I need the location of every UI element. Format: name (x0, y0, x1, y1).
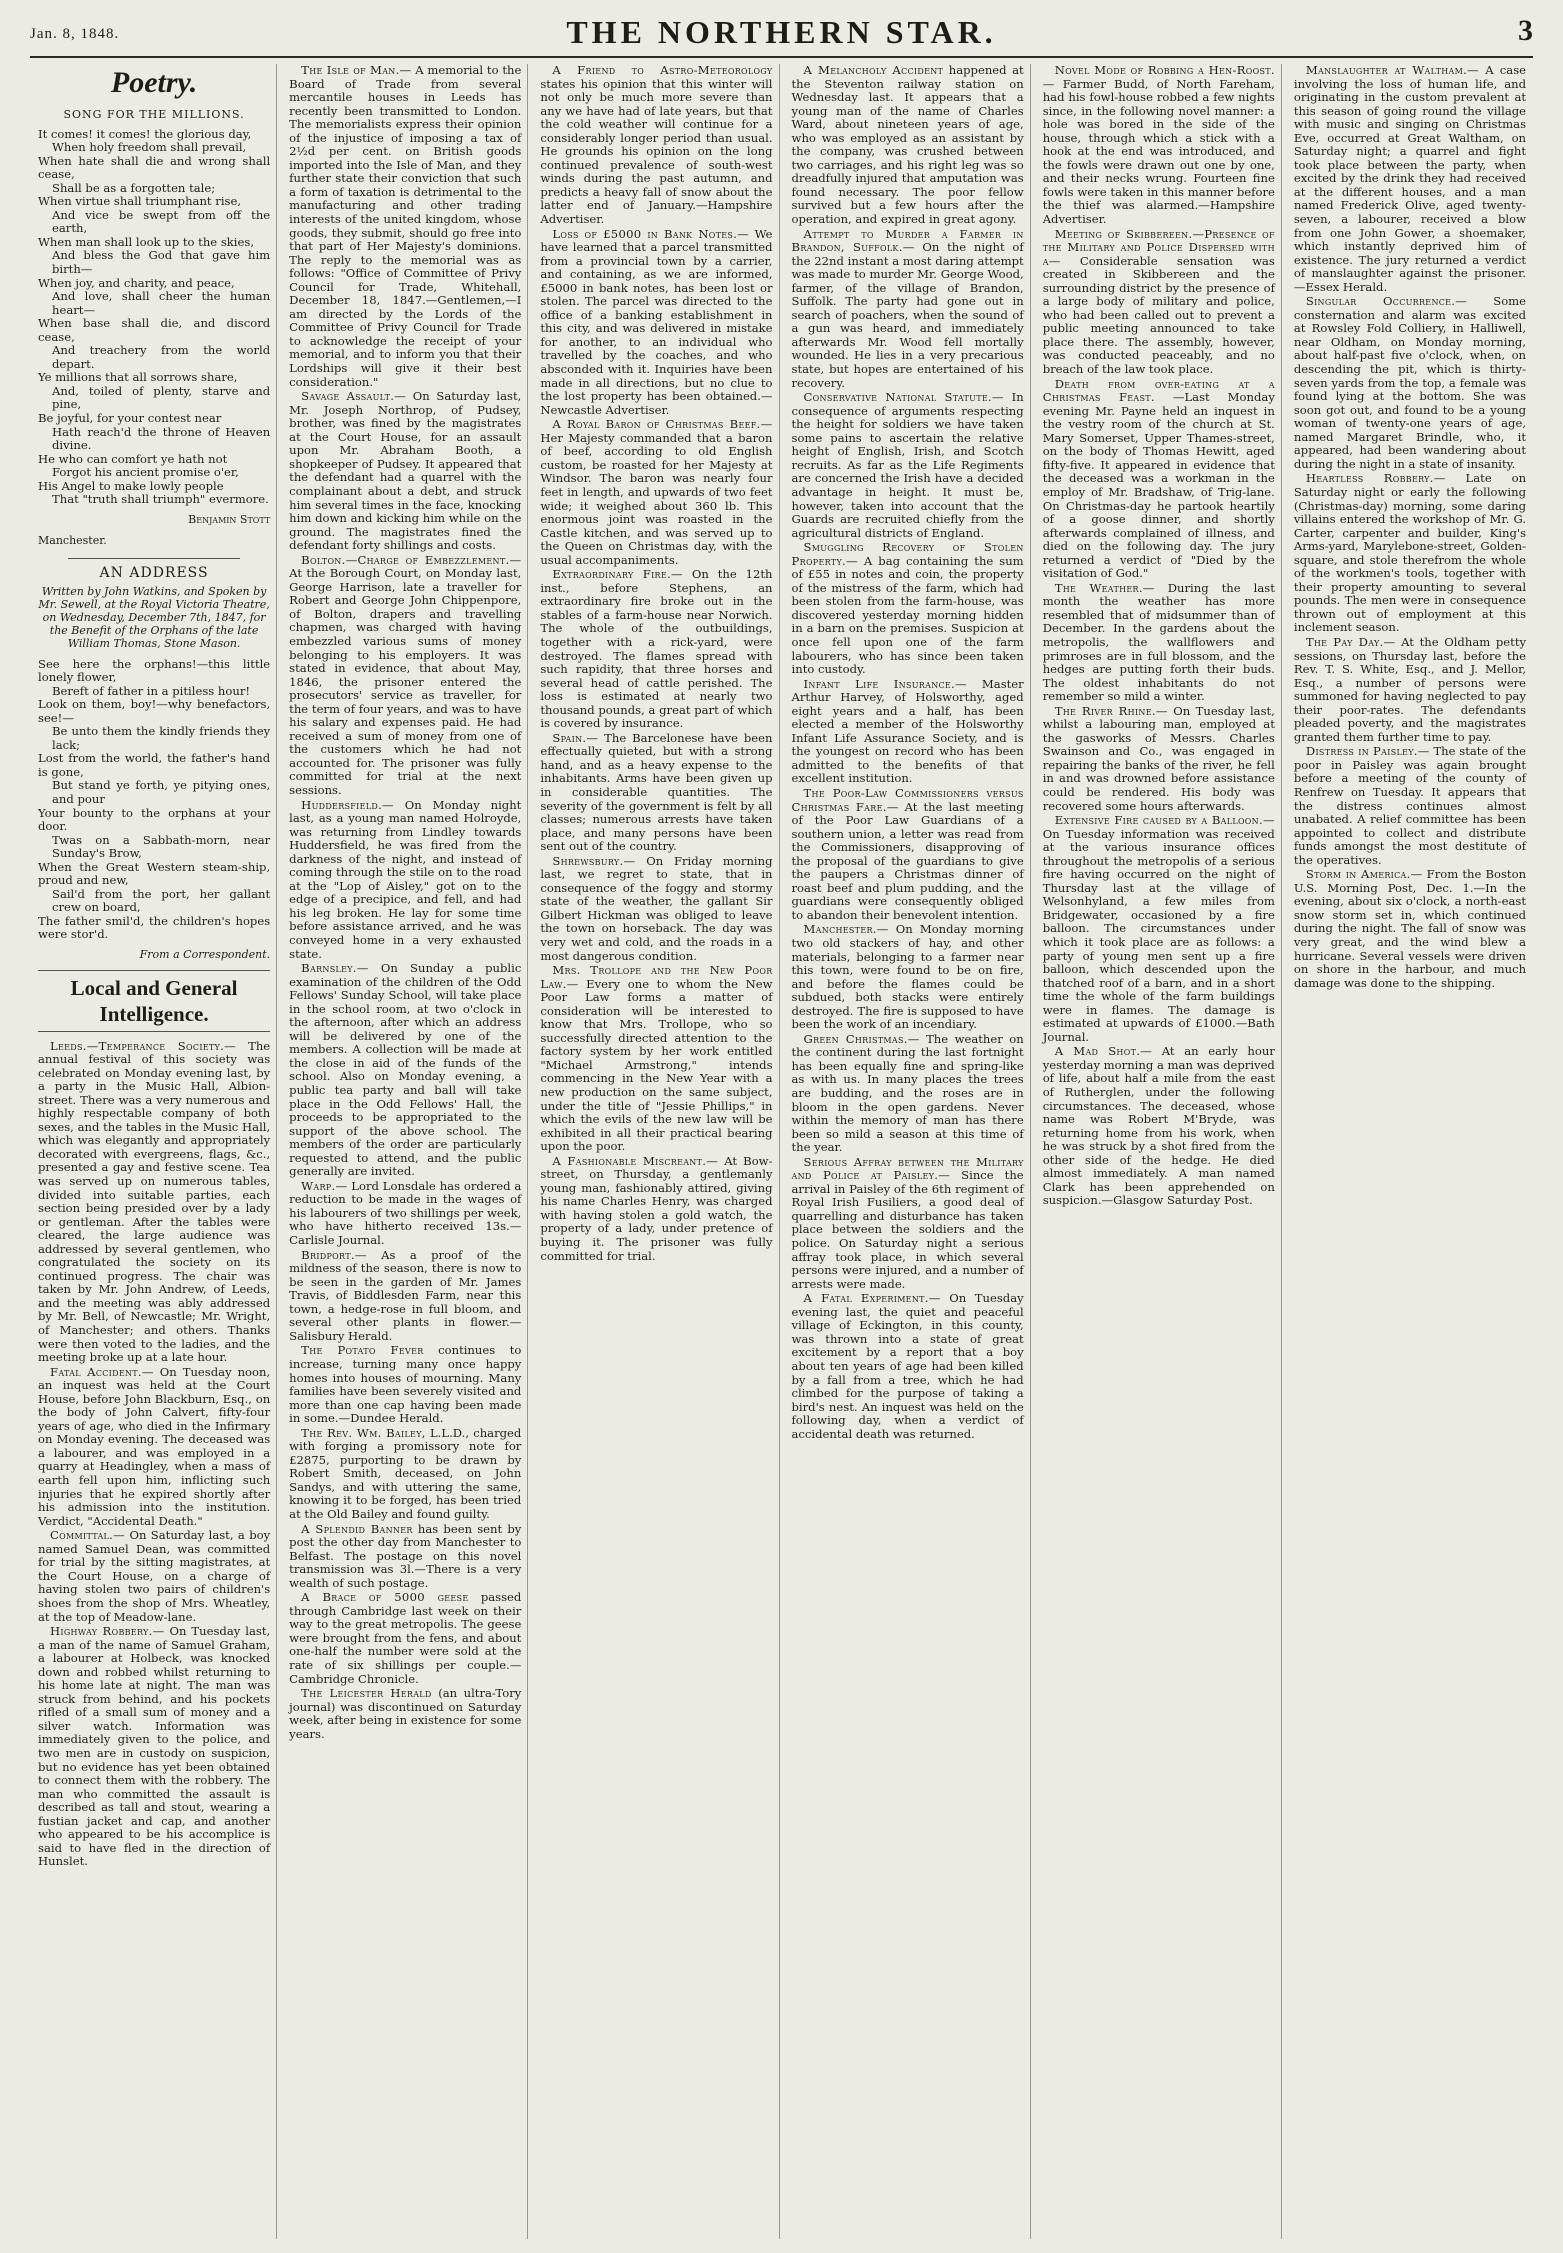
verse-line: The father smil'd, the children's hopes were stor'd. (38, 913, 271, 942)
article-body: Every one to whom the New Poor Law forms a matter of consideration will be interested to know that Mrs. Trollope, who so successfully directed attention to the factory system by her work entitled "Michael Armstrong," intends commencing in the New Year with a new production on the same subject, under the title of "Jessie Phillips," in which the evils of the new law will be exhibited in all their practical bearing upon the poor. (540, 976, 773, 1154)
article-lead: Death from over-eating at a Christmas Feast. (1042, 376, 1275, 405)
article-body: On the 12th inst., before Stephens, an extraordinary fire broke out in the stables of a farm-house near Norwich. The whole of the outbuildings, together with a rick-yard, were destroyed. The flames spread with such rapidity, that three horses and several head of cattle perished. The loss is estimated at nearly two thousand pounds, a great part of which is covered by insurance. (540, 567, 773, 731)
article-body: Since the arrival in Paisley of the 6th regiment of Royal Irish Fusiliers, a good deal of quarrelling and disturbance has taken place between the soldiers and the police. On Saturday night a serious affray took place, in which several persons were injured, and a number of arrests were made. (791, 1168, 1024, 1291)
masthead (30, 10, 1533, 58)
article-lead: Smuggling Recovery of Stolen Property.— (791, 540, 1024, 568)
article-paragraph (1294, 636, 1526, 744)
verse-line: When virtue shall triumphant rise, (38, 194, 242, 209)
article-body: Considerable sensation was created in Skibbereen and the surrounding district by the presence of a large body of military and police, who had been called out to prevent a public meeting announced to take place there. The assembly, however, was conducted peaceably, and no breach of the law took place. (1042, 253, 1275, 377)
article-lead: The Weather.— (1054, 580, 1155, 595)
article-lead: Meeting of Skibbereen.—Presence of the Military and Police Dispersed with a— (1042, 226, 1275, 268)
article-paragraph (792, 64, 1024, 227)
article-lead: Huddersfield.— (301, 797, 394, 812)
article-lead: A Friend to Astro-Meteorology (552, 64, 773, 77)
article-body: Master Arthur Harvey, of Holsworthy, aged eight years and a half, has been elected a member of the Holsworthy Infant Life Assurance Society, and is the youngest on record who has been admitted to the benefits of that excellent institution. (791, 676, 1024, 786)
article-paragraph (540, 568, 772, 731)
article-lead: Mrs. Trollope and the New Poor Law.— (540, 963, 773, 991)
article-lead: Heartless Robbery.— (1305, 471, 1446, 486)
article-body: passed through Cambridge last week on their way to the great metropolis. The geese were brought from the fens, and about one-half the number were sold at the rate of six shillings per couple.—Cambridge Chronicle. (289, 1590, 522, 1686)
article-paragraph (540, 732, 772, 854)
verse-line: When holy freedom shall prevail, (52, 140, 247, 155)
verse-line: Be joyful, for your contest near (38, 411, 222, 426)
verse-line: Forgot his ancient promise o'er, (52, 465, 239, 480)
article-lead: The Poor-Law Commissioners versus Christmas Fare.— (791, 785, 1024, 814)
article-body: —Last Monday evening Mr. Payne held an inquest in the vestry room of the church at St. Mary Somerset, Upper Thames-street, on the body of Thomas Hewitt, aged fifty-five. It appeared in evidence that the deceased was a workman in the employ of Mr. Bradshaw, of Trig-lane. On Christmas-day he partook heartily of a goose dinner, and shortly afterwards complained of illness, and died on the following day. The jury returned a verdict of "Died by the visitation of God." (1042, 390, 1275, 581)
verse-line: Lost from the world, the father's hand is gone, (38, 751, 271, 779)
article-body: The weather on the continent during the last fortnight has been equally fine and spring-like as with us. In many places the trees are budding, and the roses are in bloom in the open gardens. Never within the memory of man has there been so mild a season at this time of the year. (791, 1031, 1024, 1155)
article-paragraph (289, 390, 521, 553)
article-lead: Bridport.— (301, 1247, 367, 1262)
issue-date: Jan. 8, 1848. (30, 26, 120, 42)
article-body: states his opinion that this winter will not only be much more severe than any we have had of late years, but that the cold weather will continue for a considerably longer period than usual. He grounds his opinion on the long continued prevalence of south-west winds during the past autumn, and predicts a heavy fall of snow about the latter end of January.—Hampshire Advertiser. (540, 76, 773, 227)
article-lead: Extraordinary Fire.— (552, 567, 683, 582)
article-paragraph (289, 1249, 521, 1344)
article-body: On Saturday last, Mr. Joseph Northrop, of Pudsey, brother, was fined by the magistrates at the Court House, for an assault upon Mr. Abraham Booth, a shopkeeper of Pudsey. It appeared that the defendant had a quarrel with the complainant about a debt, and struck him several times in the face, knocking him down and kicking him while on the ground. The magistrates fined the defendant forty shillings and costs. (289, 389, 522, 553)
article-body: At the last meeting of the Poor Law Guardians of a southern union, a letter was read from the Commissioners, disapproving of the proposal of the guardians to give the paupers a Christmas dinner of roast beef and plum pudding, and the guardians were consequently obliged to abandon their benevolent intention. (791, 799, 1024, 922)
column-6 (1288, 64, 1532, 2239)
verse-line: His Angel to make lowly people (38, 478, 224, 493)
verse-line: Hath reach'd the throne of Heaven divine. (52, 424, 271, 453)
article-lead: Manslaughter at Waltham.— (1305, 64, 1479, 77)
article-lead: A Brace of 5000 geese (301, 1590, 469, 1605)
address-credit: From a Correspondent. (139, 947, 271, 961)
article-paragraph (38, 1040, 270, 1365)
article-paragraph (792, 228, 1024, 391)
article-paragraph (540, 228, 772, 418)
article-body: Some consternation and alarm was excited at Rowsley Fold Colliery, in Halliwell, near Oldham, on Monday morning, about half-past five o'clock, when, on descending the pit, which is thirty-seven yards from the top, a female was found lying at the bottom. She was soon got out, and found to be a young woman of twenty-one years of age, named Margaret Brindle, who, it appeared, had been wandering about during the night in a state of insanity. (1293, 294, 1527, 471)
article-paragraph (289, 962, 521, 1179)
article-lead: A Royal Baron of Christmas Beef.— (552, 417, 773, 432)
article-body: On the night of the 22nd instant a most daring attempt was made to murder Mr. George Wood, farmer, of the village of Brandon, Suffolk. The party had gone out in search of poachers, when the sound of a gun was heard, and immediately afterwards Mr. Wood fell mortally wounded. He lies in a very precarious state, but hopes are entertained of his recovery. (791, 240, 1024, 390)
article-paragraph (1043, 64, 1275, 227)
article-lead: Leeds.—Temperance Society.— (50, 1038, 237, 1053)
article-body: Her Majesty commanded that a baron of beef, according to old English custom, be roasted for her Majesty at Windsor. The baron was nearly four feet in length, and upwards of two feet wide; it weighed about 360 lb. This enormous joint was roasted in the Castle kitchen, and was served up to the Queen on Christmas day, with the usual accompaniments. (540, 430, 773, 567)
article-paragraph (38, 1529, 270, 1624)
article-body: On Sunday a public examination of the children of the Odd Fellows' Sunday School, will take place in the school room, at two o'clock in the afternoon, after which an address will be delivered by one of the members. A collection will be made at the close in aid of the funds of the school. Also on Monday evening, a public tea party and ball will take place in the Odd Fellows' Hall, the proceeds to be appropriated to the support of the above school. The members of the order are particularly requested to attend, and the public generally are invited. (289, 961, 522, 1179)
article-paragraph (1294, 64, 1526, 294)
article-paragraph (1043, 582, 1275, 704)
local-intelligence-heading: Local and General Intelligence. (38, 970, 270, 1032)
article-body: At the Oldham petty sessions, on Thursday last, before the Rev. T. S. White, Esq., and J. Mellor, Esq., a number of persons were summoned for having neglected to pay their poor-rates. The defendants pleaded poverty, and the magistrates granted them further time to pay. (1293, 634, 1527, 744)
article-body: A bag containing the sum of £55 in notes and coin, the property of the mistress of the farm, which had been stolen from the farm-house, was discovered yesterday morning hidden in a barn on the premises. Suspicion at once fell upon one of the farm labourers, who has since been taken into custody. (791, 553, 1024, 677)
verse-line: Shall be as a forgotten tale; (52, 180, 216, 195)
article-body: On Tuesday last, whilst a labouring man, employed at the gasworks of Messrs. Charles Swainson and Co., was engaged in repairing the banks of the river, he fell in and was drowned before assistance could be rendered. His body was recovered some hours afterwards. (1042, 703, 1275, 813)
article-paragraph (289, 799, 521, 962)
verse-line: Look on them, boy!—why benefactors, see!— (38, 697, 271, 725)
newspaper-title: THE NORTHERN STAR. (566, 14, 997, 50)
article-lead: Singular Occurrence.— (1305, 294, 1468, 309)
article-paragraph (792, 923, 1024, 1031)
article-lead: Warp.— (301, 1178, 348, 1193)
article-lead: Attempt to Murder a Farmer in Brandon, Suffolk.— (791, 226, 1024, 255)
article-paragraph (792, 787, 1024, 922)
column-5-articles (1043, 64, 1275, 1208)
article-body: happened at the Steventon railway station on Wednesday last. It appears that a young man of the name of Charles Ward, about nineteen years of age, who was employed as an assistant by the company, was crushed between two carriages, and his right leg was so dreadfully injured that amputation was found necessary. The poor fellow survived but a few hours after the operation, and expired in great agony. (791, 64, 1024, 227)
column-4 (786, 64, 1031, 2239)
article-paragraph (540, 964, 772, 1154)
poem-title: SONG FOR THE MILLIONS. (63, 108, 245, 121)
article-lead: A Mad Shot.— (1054, 1044, 1153, 1059)
verse-line: Your bounty to the orphans at your door. (38, 805, 271, 834)
article-body: On Friday morning last, we regret to state, that in consequence of the foggy and stormy state of the weather, the gallant Sir Gilbert Hickman was obliged to leave the town on horseback. The day was very wet and cold, and the roads in a most dangerous condition. (540, 853, 773, 963)
article-lead: The River Rhine.— (1054, 703, 1168, 718)
article-paragraph (38, 1366, 270, 1529)
article-body: L.L.D., charged with forging a promissory note for £2875, purporting to be drawn by Robert Smith, deceased, on John Sandys, and with uttering the same, knowing it to be forged, has been tried at the Old Bailey and found guilty. (289, 1425, 522, 1521)
article-body: Late on Saturday night or early the following (Christmas-day) morning, some daring villains entered the workshop of Mr. G. Carter, carpenter and builder, King's Arms-yard, Marylebone-street, Golden-square, and stole therefrom the whole of the workmen's tools, together with their property amounting to several pounds. The men were in consequence thrown out of employment at this inclement season. (1293, 471, 1527, 635)
article-paragraph (792, 678, 1024, 786)
column-5 (1037, 64, 1282, 2239)
article-lead: A Melancholy Accident (803, 64, 944, 77)
column-6-articles (1294, 64, 1526, 990)
article-lead: A Splendid Banner (301, 1521, 413, 1536)
article-paragraph (792, 1292, 1024, 1441)
article-lead: The Isle of Man.— (301, 64, 412, 77)
article-paragraph (792, 1156, 1024, 1291)
article-paragraph (1294, 745, 1526, 867)
article-paragraph (289, 1591, 521, 1686)
verse-line: When the Great Western steam-ship, proud and new, (38, 859, 271, 888)
article-lead: Green Christmas.— (803, 1031, 920, 1046)
article-body: On Saturday last, a boy named Samuel Dean, was committed for trial by the sitting magistrates, at the Court House, on a charge of having stolen two pairs of children's shoes from the shop of Mrs. Wheatley, at the top of Meadow-lane. (38, 1528, 271, 1624)
verse-line: When joy, and charity, and peace, (38, 275, 235, 290)
article-body: Farmer Budd, of North Fareham, had his fowl-house robbed a few nights since, in the following novel manner: a hole was bored in the side of the house, through which a stick with a hook at the end was introduced, and the fowls were drawn out one by one, and their necks wrung. Fourteen fine fowls were taken in this manner before the thief was alarmed.—Hampshire Advertiser. (1042, 76, 1275, 227)
article-body: At the Borough Court, on Monday last, George Harrison, late a traveller for Robert and George John Chippenpore, of Bolton, drapers and travelling chapmen, was charged with having embezzled various sums of money belonging to his employers. It was stated in evidence, that about May, 1846, the prisoner entered the prosecutors' service as traveller, for the term of four years, and was to have his salary and expenses paid. He had received a sum of money from one of the customers which he had not accounted for. The prisoner was fully committed for trial at the next sessions. (289, 566, 522, 797)
poem-place: Manchester. (38, 534, 107, 548)
article-paragraph (540, 64, 772, 227)
article-paragraph (289, 1427, 521, 1522)
article-body: On Monday morning two old stackers of hay, and other materials, belonging to a farmer near this town, were found to be on fire, and before the flames could be subdued, both stacks were entirely destroyed. The fire is supposed to have been the work of an incendiary. (791, 922, 1024, 1032)
verse-line: But stand ye forth, ye pitying ones, and pour (52, 778, 271, 806)
article-body: has been sent by post the other day from Manchester to Belfast. The postage on this novel transmission was 3l.—There is a very wealth of such postage. (289, 1521, 522, 1590)
article-body: At an early hour yesterday morning a man was deprived of life, about half a mile from the east of Rutherglen, under the following circumstances. The deceased, whose name was Robert M'Bryde, was returning home from his work, when he was struck by a shot fired from the other side of the hedge. He died almost immediately. A man named Clark has been apprehended on suspicion.—Glasgow Saturday Post. (1042, 1044, 1275, 1208)
article-lead: The Leicester Herald (301, 1686, 432, 1701)
article-lead: Novel Mode of Robbing a Hen-Roost.— (1042, 64, 1275, 91)
verse-line: It comes! it comes! the glorious day, (38, 126, 252, 141)
article-lead: The Potato Fever (301, 1343, 424, 1358)
article-paragraph (540, 855, 772, 963)
article-paragraph (1294, 868, 1526, 990)
poem-verse (38, 128, 270, 507)
column-1-articles (38, 1040, 270, 1869)
verse-line: He who can comfort ye hath not (38, 451, 228, 466)
article-body: On Tuesday evening last, the quiet and peaceful village of Eckington, in this county, was thrown into a state of great excitement by a report that a boy about ten years of age had been killed by a fall from a tree, which he had climbed for the purpose of taking a bird's nest. An inquest was held on the following day, when a verdict of accidental death was returned. (791, 1291, 1024, 1441)
article-body: A memorial to the Board of Trade from several mercantile houses in Leeds has recently been transmitted to London. The memorialists express their opinion of the injustice of imposing a tax of 2½d per cent. on British goods imported into the Isle of Man, and they further state their conviction that such a form of taxation is detrimental to the manufacturing and other trading interests of the united kingdom, whose goods, they submit, should go free into that part of Her Majesty's dominions. The reply to the memorial was as follows: "Office of Committee of Privy Council for Trade, Whitehall, December 18, 1847.—Gentlemen,—I am directed by the Lords of the Committee of Privy Council for Trade to acknowledge the receipt of your memorial, and to inform you that their Lordships will give it their best consideration." (289, 64, 522, 389)
article-paragraph (1043, 228, 1275, 377)
article-paragraph (38, 1625, 270, 1869)
column-3 (534, 64, 779, 2239)
verse-line: Ye millions that all sorrows share, (38, 370, 238, 385)
verse-line: And vice be swept from off the earth, (52, 207, 271, 236)
article-lead: Conservative National Statute.— (803, 390, 1004, 405)
article-body: From the Boston U.S. Morning Post, Dec. 1.—In the evening, about six o'clock, a north-east snow storm set in, which continued during the night. The fall of snow was very great, and the wind blew a hurricane. Several vessels were driven on shore in the harbour, and much damage was done to the shipping. (1293, 867, 1527, 990)
column-2 (283, 64, 528, 2239)
verse-line: When man shall look up to the skies, (38, 234, 255, 249)
divider (68, 558, 240, 559)
article-paragraph (792, 1033, 1024, 1155)
verse-line: Be unto them the kindly friends they lack; (52, 724, 271, 752)
article-lead: The Rev. Wm. Bailey, (301, 1425, 426, 1440)
article-lead: A Fashionable Miscreant.— (552, 1153, 719, 1168)
article-paragraph (1043, 1045, 1275, 1208)
verse-line: And, toiled of plenty, starve and pine, (52, 383, 271, 412)
verse-line: That "truth shall triumph" evermore. (52, 492, 269, 507)
verse-line: And bless the God that gave him birth— (52, 248, 271, 277)
article-body: On Monday night last, as a young man named Holroyde, was returning from Lindley towards Huddersfield, he was fired from the darkness of the night, and instead of coming through the stile on to the road at the "Lop of Aisley," got on to the edge of a precipice, and fell, and had his leg broken. He lay for some time before assistance arrived, and he was conveyed home in a very exhausted state. (289, 797, 522, 961)
article-lead: The Pay Day.— (1305, 634, 1396, 649)
article-body: (an ultra-Tory journal) was discontinued on Saturday week, after being in existence for some years. (289, 1686, 522, 1741)
article-lead: Extensive Fire caused by a Balloon.— (1054, 813, 1275, 828)
article-body: As a proof of the mildness of the season, there is now to be seen in the garden of Mr. James Travis, of Biddlesden Farm, near this town, a hedge-rose in full bloom, and several other plants in flower.—Salisbury Herald. (289, 1247, 522, 1343)
poetry-section-title: Poetry. (110, 66, 198, 99)
column-3-articles (540, 64, 772, 1263)
verse-line: And treachery from the world depart. (52, 343, 271, 371)
article-body: The state of the poor in Paisley was again brought before a meeting of the county of Renfrew on Tuesday. It appears that the distress continues almost unabated. A relief committee has been appointed to collect and distribute funds amongst the most destitute of the operatives. (1293, 744, 1527, 867)
address-verse (38, 658, 270, 942)
article-lead: Bolton.—Charge of Embezzlement.— (301, 552, 522, 567)
verse-line: Sail'd from the port, her gallant crew on board, (52, 886, 271, 915)
article-paragraph (1043, 378, 1275, 581)
article-lead: Fatal Accident.— (50, 1364, 154, 1379)
article-body: Lord Lonsdale has ordered a reduction to be made in the wages of his labourers of two shillings per week, who have hitherto received 13s.—Carlisle Journal. (289, 1178, 522, 1248)
article-lead: Distress in Paisley.— (1305, 744, 1430, 759)
article-paragraph (289, 1687, 521, 1741)
article-paragraph (1043, 705, 1275, 813)
article-lead: Spain.— (552, 730, 599, 745)
article-body: On Tuesday last, a man of the name of Samuel Graham, a labourer at Holbeck, was knocked down and robbed whilst returning to his home late at night. The man was struck from behind, and his pockets rifled of a small sum of money and a silver watch. Information was immediately given to the police, and two men are in custody on suspicion, but no evidence has yet been obtained to connect them with the robbery. The man who committed the assault is described as tall and stout, wearing a fustian jacket and cap, and another who appeared to be his accomplice is said to have fled in the direction of Hunslet. (38, 1624, 271, 1869)
article-paragraph (289, 1344, 521, 1425)
article-paragraph (289, 1523, 521, 1591)
article-body: The annual festival of this society was celebrated on Monday evening last, by a party in the Music Hall, Albion-street. There was a very numerous and highly respectable company of both sexes, and the tables in the Music Hall, which was elegantly and appropriately decorated with evergreens, flags, &c., presented a gay and festive scene. Tea was served up on numerous tables, divided into suitable parties, each section being presided over by a lady or gentleman. After the tables were cleared, the large audience was addressed by several gentlemen, who congratulated the society on its continued progress. The chair was taken by Mr. John Andrew, of Leeds, and the meeting was ably addressed by Mr. Bell, of Newcastle; Mr. Wright, of Manchester; and others. Thanks were then voted to the ladies, and the meeting broke up at a late hour. (38, 1038, 271, 1365)
address-subtitle: Written by John Watkins, and Spoken by Mr. Sewell, at the Royal Victoria Theatre, on Wednesday, December 7th, 1847, for the Benefit of the Orphans of the late William Thomas, Stone Mason. (38, 584, 270, 650)
article-body: On Tuesday information was received at the various insurance offices throughout the metropolis of a serious fire having occurred on the night of Thursday last at the village of Welsonhyland, a few miles from Bridgewater, occasioned by a fire balloon. The circumstances under which it took place are as follows: a party of young men sent up a fire balloon, which descended upon the thatched roof of a barn, and in a short time the whole of the farm buildings were in flames. The damage is estimated at upwards of £1000.—Bath Journal. (1042, 826, 1275, 1044)
article-paragraph (1294, 472, 1526, 635)
article-paragraph (792, 541, 1024, 676)
verse-line: When hate shall die and wrong shall cease, (38, 153, 271, 182)
article-body: We have learned that a parcel transmitted from a provincial town by a carrier, and containing, as we are informed, £5000 in bank notes, has been lost or stolen. The parcel was directed to the office of a banking establishment in this city, and was delivered in mistake for another, to an individual who travelled by the coaches, and who absconded with it. Inquiries have been made in all directions, but no clue to the lost property has been obtained.—Newcastle Advertiser. (540, 226, 773, 417)
article-lead: Infant Life Insurance.— (803, 676, 967, 691)
article-lead: Committal.— (50, 1528, 126, 1543)
verse-line: When base shall die, and discord cease, (38, 316, 271, 344)
address-title: AN ADDRESS (99, 564, 209, 581)
article-paragraph (289, 1180, 521, 1248)
article-body: On Tuesday noon, an inquest was held at the Court House, before John Blackburn, Esq., on the body of John Calvert, fifty-four years of age, who died in the Infirmary on Monday evening. The deceased was a labourer, and was employed in a quarry at Headingley, when a mass of earth fell upon him, inflicting such injuries that he expired shortly after his admission into the institution. Verdict, "Accidental Death." (38, 1364, 271, 1528)
verse-line: Twas on a Sabbath-morn, near Sunday's Brow, (52, 832, 271, 861)
verse-line: Bereft of father in a pitiless hour! (52, 683, 251, 698)
article-body: The Barcelonese have been effectually quieted, but with a strong hand, and as a heavy expense to the inhabitants. Arms have been given up in considerable quantities. The severity of the government is felt by all classes; numerous arrests have taken place, and many persons have been sent out of the country. (540, 730, 773, 854)
article-lead: Storm in America.— (1305, 867, 1423, 882)
article-lead: A Fatal Experiment.— (803, 1291, 941, 1306)
verse-line: And love, shall cheer the human heart— (52, 289, 271, 317)
article-body: A case involving the loss of human life, and originating in the custom prevalent at this season of going round the village with music and singing on Christmas Eve, occurred at Great Waltham, on Saturday night; a quarrel and fight took place between the party, when excited by the drink they had received at the different houses, and a man named Frederick Olive, aged twenty-seven, a labourer, received a blow from one John Gower, a shoemaker, which instantly deprived him of existence. The jury returned a verdict of manslaughter against the prisoner.—Essex Herald. (1293, 64, 1527, 294)
article-body: During the last month the weather has more resembled that of midsummer than of December. In the gardens about the metropolis, the wallflowers and primroses are in full blossom, and the hedges are putting forth their buds. The oldest inhabitants do not remember so mild a winter. (1042, 580, 1275, 704)
article-lead: Manchester.— (803, 922, 889, 937)
article-paragraph (792, 391, 1024, 540)
article-lead: Serious Affray between the Military and Police at Paisley.— (791, 1154, 1024, 1183)
verse-line: See here the orphans!—this little lonely flower, (38, 656, 271, 685)
article-paragraph (1294, 295, 1526, 471)
article-body: At Bow-street, on Thursday, a gentlemanly young man, fashionably attired, giving his name Charles Henry, was charged with having stolen a gold watch, the property of a lady, under pretence of buying it. The prisoner was fully committed for trial. (540, 1153, 773, 1263)
column-4-articles (792, 64, 1024, 1441)
article-paragraph (289, 554, 521, 798)
page-number: 3 (1518, 14, 1533, 47)
article-body: continues to increase, turning many once happy homes into houses of mourning. Many families have been severely visited and more than one cap having been made in some.—Dundee Herald. (289, 1343, 522, 1426)
column-1 (32, 64, 277, 2239)
article-lead: Barnsley.— (301, 961, 369, 976)
article-lead: Savage Assault.— (301, 389, 407, 404)
article-columns (32, 64, 1532, 2239)
article-paragraph (1043, 814, 1275, 1044)
article-lead: Loss of £5000 in Bank Notes.— (552, 226, 750, 241)
article-paragraph (289, 64, 521, 389)
article-lead: Highway Robbery.— (50, 1624, 165, 1639)
article-body: In consequence of arguments respecting the height for soldiers we have taken some pains to ascertain the relative height of English, Irish, and Scotch recruits. As far as the Life Regiments are concerned the Irish have a decided advantage in height. It must be, however, taken into account that the Guards are recruited chiefly from the agricultural districts of England. (791, 390, 1024, 540)
column-2-articles (289, 64, 521, 1741)
poem-signature: Benjamin Stott (188, 512, 271, 526)
article-paragraph (540, 418, 772, 567)
article-paragraph (540, 1155, 772, 1263)
article-lead: Shrewsbury.— (552, 853, 636, 868)
